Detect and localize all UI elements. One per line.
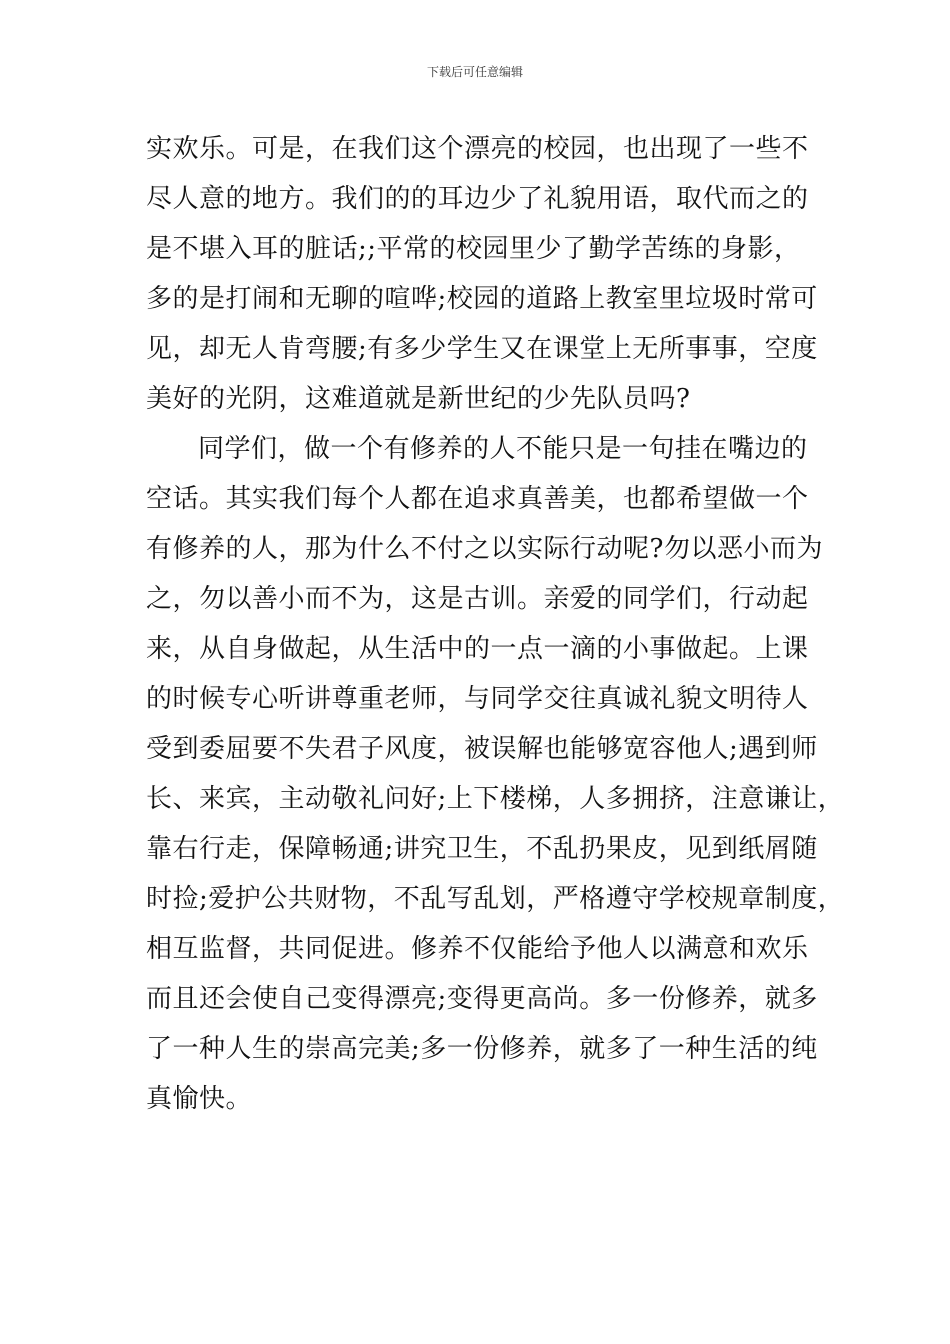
text-line: 之，勿以善小而不为，这是古训。亲爱的同学们，行动起	[146, 584, 809, 614]
text-line: 真愉快。	[146, 1084, 253, 1114]
paragraph-1	[146, 124, 818, 424]
text-line: 的时候专心听讲尊重老师，与同学交往真诚礼貌文明待人	[146, 684, 809, 714]
text-line: 多的是打闹和无聊的喧哗;校园的道路上教室里垃圾时常可	[146, 284, 818, 314]
paragraph-2	[146, 424, 845, 1124]
text-line: 而且还会使自己变得漂亮;变得更高尚。多一份修养，就多	[146, 984, 818, 1014]
text-line: 尽人意的地方。我们的的耳边少了礼貌用语，取代而之的	[146, 184, 809, 214]
document-body	[146, 124, 845, 1124]
text-line: 长、来宾，主动敬礼问好;上下楼梯，人多拥挤，注意谦让，	[146, 784, 845, 814]
page-header: 下载后可任意编辑	[426, 65, 523, 79]
text-line: 了一种人生的崇高完美;多一份修养，就多了一种生活的纯	[146, 1034, 818, 1064]
text-line: 见，却无人肯弯腰;有多少学生又在课堂上无所事事，空度	[146, 334, 818, 364]
text-line: 受到委屈要不失君子风度，被误解也能够宽容他人;遇到师	[146, 734, 818, 764]
text-line: 空话。其实我们每个人都在追求真善美，也都希望做一个	[146, 484, 809, 514]
text-line: 有修养的人，那为什么不付之以实际行动呢?勿以恶小而为	[146, 534, 823, 564]
text-line: 靠右行走，保障畅通;讲究卫生，不乱扔果皮，见到纸屑随	[146, 834, 818, 864]
text-line: 来，从自身做起，从生活中的一点一滴的小事做起。上课	[146, 634, 809, 664]
text-line: 相互监督，共同促进。修养不仅能给予他人以满意和欢乐	[146, 934, 809, 964]
text-line: 美好的光阴，这难道就是新世纪的少先队员吗?	[146, 384, 691, 414]
text-line: 实欢乐。可是，在我们这个漂亮的校园，也出现了一些不	[146, 134, 809, 164]
text-line: 是不堪入耳的脏话;;平常的校园里少了勤学苦练的身影，	[146, 234, 801, 264]
text-line: 时捡;爱护公共财物，不乱写乱划，严格遵守学校规章制度，	[146, 884, 845, 914]
text-line: 同学们，做一个有修养的人不能只是一句挂在嘴边的	[198, 434, 808, 464]
